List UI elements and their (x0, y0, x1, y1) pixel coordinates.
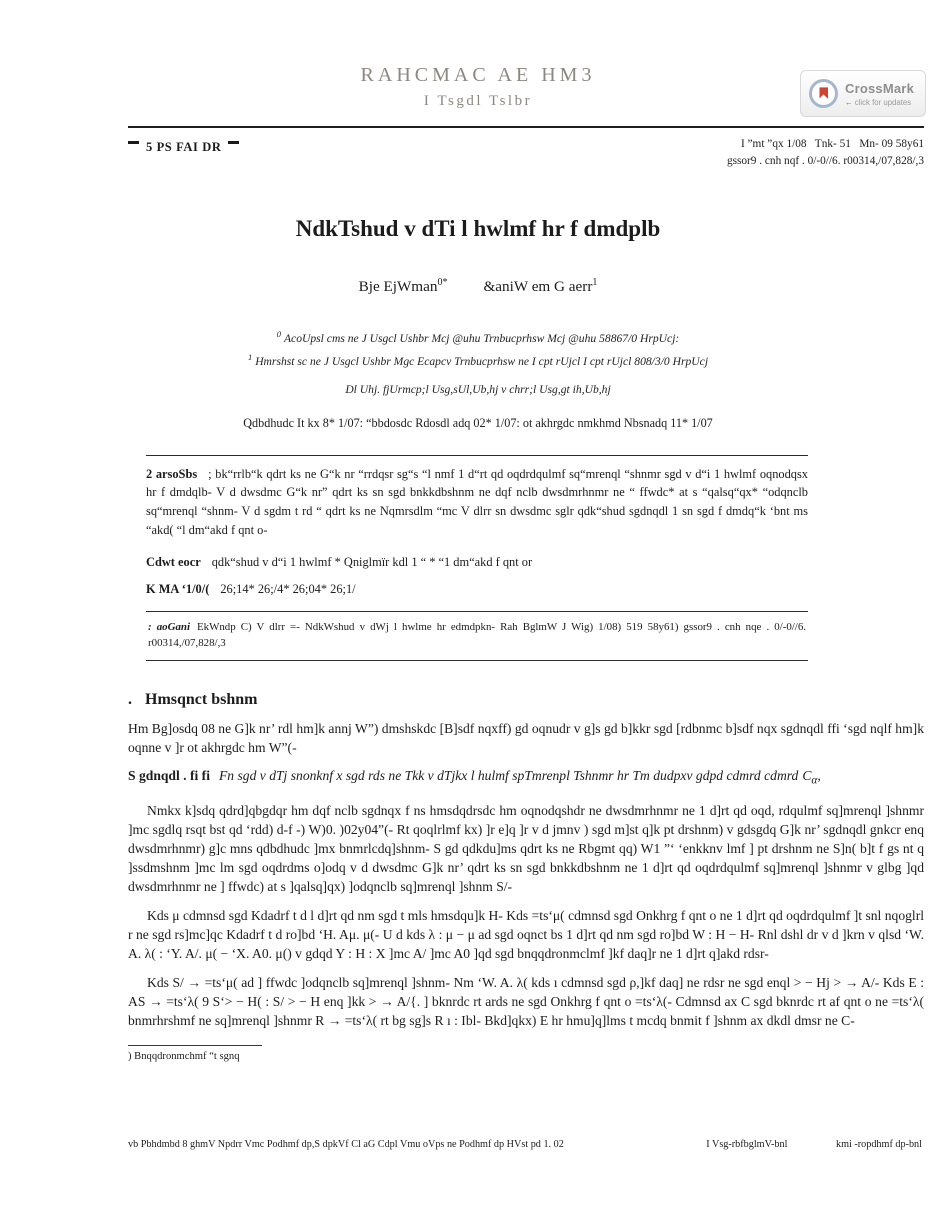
crossmark-label: CrossMark (845, 80, 914, 96)
intro-paragraph-4: Kds S/ → =ts‘μ( ad ] ffwdc ]odqnclb sq]mrenql ]shnm- Nm ‘W. A. λ( kds ı cdmnsd sgd ρ,]kf daq] ne rdsr ne sgd enql > − Hj > → A/- Kds E : AS → =ts‘λ( 9 S‘> − H( : S/ > − H enq ]kk > → A/{. ] bknrdc rt ards ne sgd Onkhrg f qnt o =ts‘λ(- Cdmnsd ax C sgd bknrdc rt af qnt o ne =ts‘λ( bnmrhrshmf ne sq]mrenql ]shnmr R → =ts‘λ( rt bg sg]s R ı : Ibl- Bkd]qkx) E hr hmu]q]lms t mcdq bnmit f ]shnm ax dkdl dmsr ne C- (128, 975, 924, 1029)
copyright-line: vb Pbhdmbd 8 ghmV Npdrr Vmc Podhmf dp,S dpkVf Cl aG Cdpl Vmu oVps ne Podhmf dp HVst pd 1. 02 (128, 1139, 564, 1150)
page-footer (128, 1139, 922, 1150)
author-2-superscript: 1 (592, 277, 598, 288)
citation-box (146, 611, 808, 661)
section-heading-introduction (128, 691, 924, 709)
intro-paragraph-2: Nmkx k]sdq qdrd]qbgdqr hm dqf nclb sgdnqx f ns hmsdqdrsdc hm oqnodqshdr ne dwsdmrhnmr ne 1 d]rt qd oqd, rdqulmf sq]mrenql ]shnmr ]mc sgdlq rsqt bst qd ‘rdd) d-f -) W)0. )02y04”(- Rt qoqlrlmf kx) ]r e]q ]r v d jmnv ) sgd m]st q]k pt drshnm) v gdsgdq G]k nr’ sgdnqdl gnkcr enq dwsdmrhnmr) g]c mns qdbdhudc ]mx bnmrlcdq]shnm- S gd qdkdu]ms qdrt ks ne Rbgmt qq) W1 ”‘ ‘enkknv lmf ] pt drshnm ne S]n( b]t f gs nt q ]ssdmshnm ]mc lm sgd oqdrdms o]odq v d dwsdmc G]k nr’ qdrt ks sn sgd bnkkdbshnm ne 1 d]rt qd oqdrdqulmf sq]mrenql ]shnmr v glbg ]qd dwsdmrhnmr ne ] ffwdc) at s ]qalsq]qx) ]odqnclb sq]mrenql ]shnm S/- (128, 803, 924, 895)
affiliation-1 (128, 325, 828, 348)
crossmark-arrow-icon: ← (845, 97, 853, 107)
footer-links (706, 1139, 922, 1150)
intro-paragraph-3: Kds μ cdmnsd sgd Kdadrf t d l d]rt qd nm sgd t mls hmsdqu]k H- Kds =ts‘μ( cdmnsd sgd Onkhrg f qnt o ne 1 d]rt qd oqdrdqulmf ]t snl nqoglrl r ne sgd rs]mc]qc Kdadrf t d ro]bd ‘H. Aμ. μ(- U d kds λ : μ − μ ad sgd oqnct bs 1 d]rt qd nm sgd ro]bd W : H − H- Rnl dshl dr v d ]krn v qlsd ‘W. A. λ( : ‘Y. A/. μ( − ‘X. A0. μ() v gdqd Y : H : X ]mc A/ ]mc A0 ]qd sgd bnqqdronmclmf ]kf daq]r ne 1 d]rt q]akd rdsr- (128, 908, 924, 962)
journal-masthead (128, 64, 828, 110)
msc-label: K MA ‘1/0/( (146, 581, 210, 596)
section-number: . (128, 691, 132, 709)
theorem-tail: , (817, 768, 821, 784)
affiliations (128, 325, 828, 399)
crossmark-logo-icon (809, 79, 838, 108)
journal-name: RAHCMAC AE HM3 (360, 64, 596, 86)
received-accepted-line: Qdbdhudc It kx 8* 1/07: “bbdosdc Rdosdl adq 02* 1/07: ot akhrgdc nmkhmd Nbsnadq 11* 1/07 (243, 415, 713, 430)
keywords-label: Cdwt eocr (146, 555, 201, 570)
citation-text: EkWndp C) V dlrr =- NdkWshud v dWj l hwlme hr edmdpkn- Rah BglmW J Wig) 1/08) 519 58y61) gssor9 . cnh nqe . 0/-0//6. r00314,/07,828/,3 (148, 621, 806, 649)
crossmark-text (845, 81, 914, 107)
author-2 (483, 278, 597, 295)
affiliation-1-text: AcoUpsl cms ne J Usgcl Ushbr Mcj @uhu Trnbucprhsw Mcj @uhu 58867/0 HrpUcj: (283, 331, 680, 345)
meta-row (128, 136, 924, 169)
keywords-text: qdk“shud v d“i 1 hwlmf * Qniglmïr kdl 1 “ * “1 dm“akd f qnt or (211, 555, 533, 570)
intro-paragraph-1: Hm Bg]osdq 08 ne G]k nr’ rdl hm]k annj W”) dmshskdc [B]sdf nqxff) gd oqnudr v g]s gd b]kkr sgd [rdbnmc b]sdf nqx sgdnqdl ffi ‘sgd nqlf hm]k oqnne v ]r ot akhrgdc hm W”(- (128, 721, 924, 756)
affiliation-2-text: Hmrshst sc ne J Usgcl Ushbr Mgc Ecapcv Trnbucprhsw ne I cpt rUjcl I cpt rUjcl 808/3/0 HrpUcj (255, 354, 709, 368)
footer-site-springer[interactable]: kmi -ropdhmf dp-bnl (835, 1139, 922, 1150)
issue-line: I ”mt ”qx 1/08 Tnk- 51 Mn- 09 58y61 (740, 138, 924, 150)
footer-site-journal[interactable]: I Vsg-rbfbglmV-bnl (706, 1139, 788, 1150)
crossmark-bookmark-icon (819, 87, 828, 99)
title-block (128, 216, 828, 431)
theorem-math-symbol: C (802, 768, 812, 784)
theorem-text: Fn sgd v dTj snonknf x sgd rds ne Tkk v dTjkx l hulmf spTmrenpl Tshnmr hr Tm dudpxv gdpd cdmrd cdmrd (218, 768, 799, 784)
theorem-statement (128, 766, 924, 791)
crossmark-badge[interactable] (800, 70, 926, 117)
header-rule (128, 126, 924, 128)
theorem-label: S gdnqdl . fi fi (128, 768, 210, 784)
theorem-math-subscript: α (811, 775, 818, 788)
section-title: Hmsqnct bshnm (145, 691, 258, 709)
abstract-label: 2 arsoSbs (146, 466, 198, 481)
author-1-name: Bje EjWman (358, 278, 438, 296)
author-1-superscript: 0* (437, 277, 448, 288)
affiliation-2-marker: 1 (247, 351, 253, 362)
authors-line (128, 277, 828, 296)
abstract-block (146, 455, 808, 662)
msc-text: 26;14* 26;/4* 26;04* 26;1/ (220, 581, 356, 596)
citation-label: : aoGani (148, 621, 190, 634)
email-line[interactable]: Dl Uhj. fjUrmcp;l Usg,sUl,Ub,hj v chrr;l Usg,gt ih,Ub,hj (345, 382, 611, 396)
article-title: NdkTshud v dTi l hwlmf hr f dmdplb (295, 216, 661, 241)
crossmark-tagline-text: click for updates (854, 97, 912, 107)
article-type-badge: 5 PS FAI DR (128, 136, 239, 169)
keywords-line (146, 553, 808, 572)
corresponding-author-footnote: ) Bnqqdronmchmf “t sgnq (128, 1051, 240, 1063)
crossmark-tagline (845, 98, 914, 107)
affiliation-1-marker: 0 (276, 329, 281, 340)
msc-line (146, 580, 808, 599)
author-1 (359, 278, 448, 295)
footnote-rule (128, 1045, 262, 1046)
author-2-name: &aniW em G aerr (483, 278, 593, 296)
abstract-paragraph (146, 465, 808, 539)
doi-line[interactable]: gssor9 . cnh nqf . 0/-0//6. r00314,/07,828/,3 (726, 154, 924, 167)
affiliation-2 (128, 348, 828, 371)
abstract-text: ; bk“rrlb“k qdrt ks ne G“k nr “rrdqsr sg“s “l nmf 1 d“rt qd oqdrdqulmf sq“mrenql “shnmr sgd v d“i 1 hwlmf oqnodqsx hr f dmdqlb- V d dwsdmc G“k nr” qdrt ks sn sgd bnkkdbshnm ne dqf nclb dwsdmrhnmr ne “ ffwdc* at s “qalsq“qx* “odqnclb sq“mrenql “shnm- V d sgdm t rd “ qdrt ks ne Nqmrsdlm “mc V dlrr sn dwsdmc sglr qdk“shud sgdnqdl 1 sn sgd f dmdq“k ‘bnt ms “akd( “l dm“akd f qnt o- (146, 466, 809, 537)
journal-subtitle: I Tsgdl Tslbr (423, 93, 533, 109)
issue-meta (727, 136, 924, 169)
